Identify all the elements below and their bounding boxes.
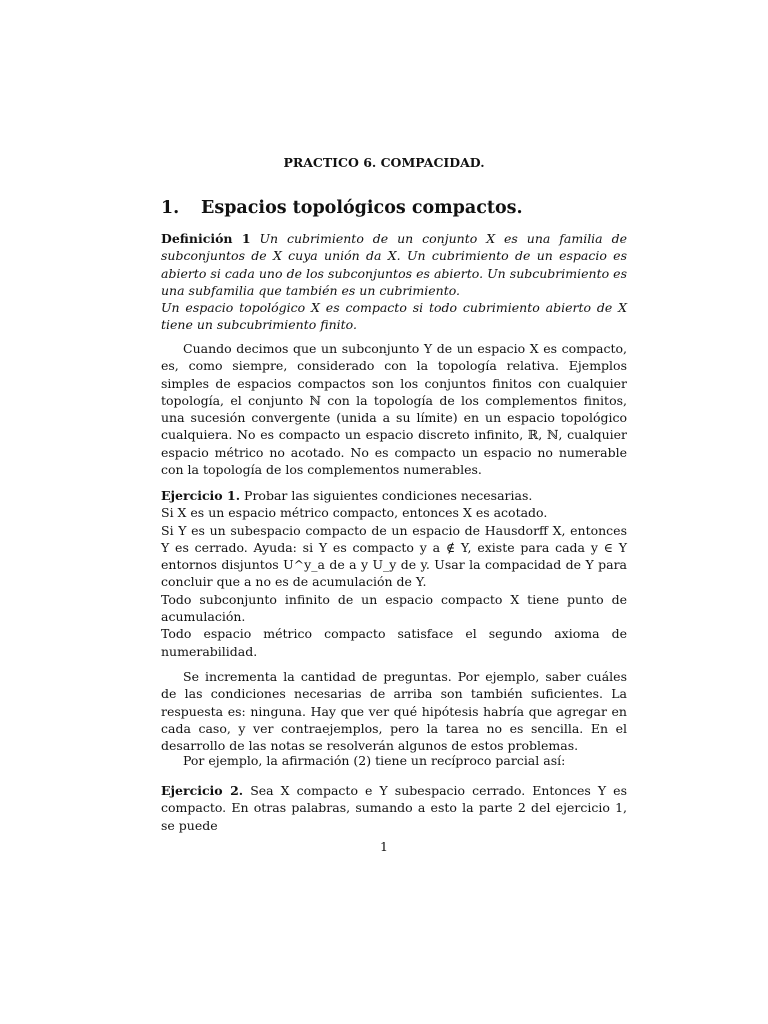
document-title: PRACTICO 6. COMPACIDAD. [283, 155, 485, 170]
exercise-2 [161, 782, 627, 834]
page-number: 1 [380, 839, 388, 854]
section-number: 1. [161, 198, 180, 218]
paragraph-2: Se incrementa la cantidad de preguntas. Por ejemplo, saber cuáles de las condiciones necesarias de arriba son también suficientes. La respuesta es: ninguna. Hay que ver qué hipótesis habría que agregar en cada caso, y ver contraejemplos, pero la tarea no es sencilla. En el desarrollo de las notas se resolverán algunos de estos problemas. [161, 669, 627, 754]
exercise-1-item-4: Todo espacio métrico compacto satisface el segundo axioma de numerabilidad. [161, 626, 627, 659]
paragraph-1: Cuando decimos que un subconjunto Y de un espacio X es compacto, es, como siempre, considerado con la topología relativa. Ejemplos simples de espacios compactos son los conjuntos finitos con cualquier topología, el conjunto ℕ con la topología de los complementos finitos, una sucesión convergente (unida a su límite) en un espacio topológico cualquiera. No es compacto un espacio discreto infinito, ℝ, ℕ, cualquier espacio métrico no acotado. No es compacto un espacio no numerable con la topología de los complementos numerables. [161, 341, 627, 478]
paragraph-3: Por ejemplo, la afirmación (2) tiene un recíproco parcial así: [183, 753, 566, 768]
section-heading [161, 197, 627, 219]
exercise-1 [161, 487, 627, 660]
exercise-1-item-1: Si X es un espacio métrico compacto, entonces X es acotado. [161, 505, 548, 521]
definition-block [161, 230, 627, 334]
section-title: Espacios topológicos compactos. [201, 198, 523, 218]
exercise-2-label: Ejercicio 2. [161, 783, 244, 798]
definition-text-1: Un cubrimiento de un conjunto X es una familia de subconjuntos de X cuya unión da X. Un cubrimiento de un espacio es abierto si cada uno de los subconjuntos es abierto. Un subcubrimiento es una subfamilia que también es un cubrimiento. [161, 231, 627, 298]
definition-text-2: Un espacio topológico X es compacto si todo cubrimiento abierto de X tiene un subcubrimiento finito. [161, 300, 627, 333]
exercise-1-item-3: Todo subconjunto infinito de un espacio compacto X tiene punto de acumulación. [161, 591, 627, 625]
exercise-1-intro: Probar las siguientes condiciones necesarias. [244, 488, 533, 503]
exercise-1-label: Ejercicio 1. [161, 488, 241, 503]
exercise-1-item-2: Si Y es un subespacio compacto de un espacio de Hausdorff X, entonces Y es cerrado. Ayuda: si Y es compacto y a ∉ Y, existe para cada y ∈ Y entornos disjuntos U^y_a de a y U_y de y. Usar la compacidad de Y para concluir que a no es de acumulación de Y. [161, 522, 627, 590]
exercise-2-text: Sea X compacto e Y subespacio cerrado. Entonces Y es compacto. En otras palabras, sumando a esto la parte 2 del ejercicio 1, se puede [161, 783, 627, 833]
definition-label: Definición 1 [161, 231, 251, 246]
